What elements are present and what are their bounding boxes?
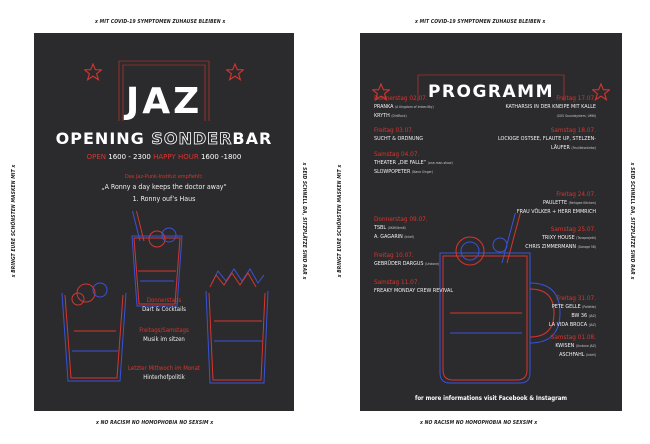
edge-top-left: x MIT COVID-19 SYMPTOMEN ZUHAUSE BLEIBEN x: [95, 19, 226, 25]
flyer-front: [34, 33, 294, 411]
event-act: FREAKY MONDAY CREW REVIVAL: [374, 288, 454, 294]
edge-side-left: x BRINGT EURE SCHÖNSTEN MASKEN MIT x: [11, 164, 17, 278]
recommend-label: Das Jaz-Punk-Institut empfiehlt:: [124, 174, 204, 180]
event-act: PRANKA (A Kingdom of Imbecility): [374, 104, 434, 110]
event-date: Freitag 17.07.: [556, 94, 596, 102]
block1-day: Donnerstags: [146, 297, 182, 304]
event-act: LOCKIGE OSTSEE, FLAUTE UP, STELZEN-: [498, 136, 596, 142]
event-act: BW 36 (JAZ): [571, 313, 596, 319]
event-date: Samstag 25.07.: [550, 225, 596, 233]
edge-side-center-left: x SEID SCHNELL DA, SITZPLÄTZE SIND RAR x: [301, 162, 307, 280]
block2-day: Freitags/Samstags: [139, 327, 189, 334]
edge-bottom-left: x NO RACISM NO HOMOPHOBIA NO SEXSIM x: [96, 420, 214, 426]
event-act: PETE GELLE (Pallette): [551, 304, 596, 310]
edge-top-right: x MIT COVID-19 SYMPTOMEN ZUHAUSE BLEIBEN x: [415, 19, 546, 25]
event-date: Freitag 31.07.: [556, 294, 596, 302]
event-date: Freitag 24.07.: [556, 190, 596, 198]
block2-text: Musik im sitzen: [143, 336, 185, 343]
event-date: Samstag 01.08.: [550, 333, 596, 341]
event-date: Freitag 03.07.: [374, 126, 414, 134]
event-act: SUCHT & ORDNUNG: [374, 136, 423, 142]
event-act: A. GAGARIN (Intell): [374, 234, 415, 240]
edge-side-right: x SEID SCHNELL DA, SITZPLÄTZE SIND RAR x: [629, 162, 635, 280]
event-act: GEBRÜDER DARGUS (Undone): [374, 261, 440, 267]
event-act: CHRIS ZIMMERMANN (Garage 58): [525, 244, 596, 250]
star-icon: [84, 63, 102, 81]
opening-headline: OPENING SONDERBAR: [55, 129, 273, 148]
event-date: Donnerstag 02.07.: [374, 94, 428, 102]
event-act: KWISEN (Undone JAZ): [555, 343, 596, 349]
edge-bottom-right: x NO RACISM NO HOMOPHOBIA NO SEXSIM x: [420, 420, 538, 426]
event-date: Donnerstag 09.07.: [374, 215, 428, 223]
social-footer: for more informations visit Facebook & Instagram: [414, 395, 568, 402]
event-date: Freitag 10.07.: [374, 251, 414, 259]
event-act: THEATER „DIE FALLE“ (one-man-show): [374, 160, 453, 166]
star-icon: [226, 63, 244, 81]
jaz-title: JAZ: [125, 81, 203, 122]
event-act: (SOS Soundsystem, UMN): [556, 114, 596, 118]
block3-text: Hinterhofpolitik: [143, 374, 185, 381]
programm-title: PROGRAMM: [427, 82, 555, 102]
event-act: LÄUFER (Feuilletonliebe): [550, 145, 596, 151]
quote: „A Ronny a day keeps the doctor away“: [101, 183, 227, 191]
event-date: Samstag 04.07.: [374, 150, 420, 158]
event-act: ASCHFAHL (Intell): [559, 352, 596, 358]
event-act: TSBL (UKW/Ikm8): [374, 225, 406, 231]
event-act: TRIXY HOUSE (Tanzprojekt): [541, 235, 596, 241]
event-act: KATHARSIS IN DER KNEIPE MIT KALLE: [505, 104, 596, 110]
ronny-note: 1. Ronny ouf’s Haus: [132, 195, 196, 203]
event-act: LA VIDA BROCA (JAZ): [548, 322, 596, 328]
edge-side-center-right: x BRINGT EURE SCHÖNSTEN MASKEN MIT x: [337, 164, 343, 278]
block3-day: Letzter Mittwoch im Monat: [127, 365, 201, 372]
event-date: Samstag 11.07.: [374, 278, 420, 286]
opening-hours: OPEN 1600 - 2300 HAPPY HOUR 1600 -1800: [86, 153, 242, 161]
event-act: PAULETTE (Refugee Kitchen): [542, 200, 596, 206]
event-act: FRAU VÖLKER + HERR EMMRICH: [516, 209, 596, 215]
event-date: Samstag 18.07.: [550, 126, 596, 134]
flyer-back: [360, 33, 622, 411]
event-act: KRYTH (DirtRock): [374, 113, 407, 119]
block1-text: Dart & Cocktails: [142, 306, 186, 313]
event-act: SLOWPOPETER (Nana Singer): [374, 169, 433, 175]
